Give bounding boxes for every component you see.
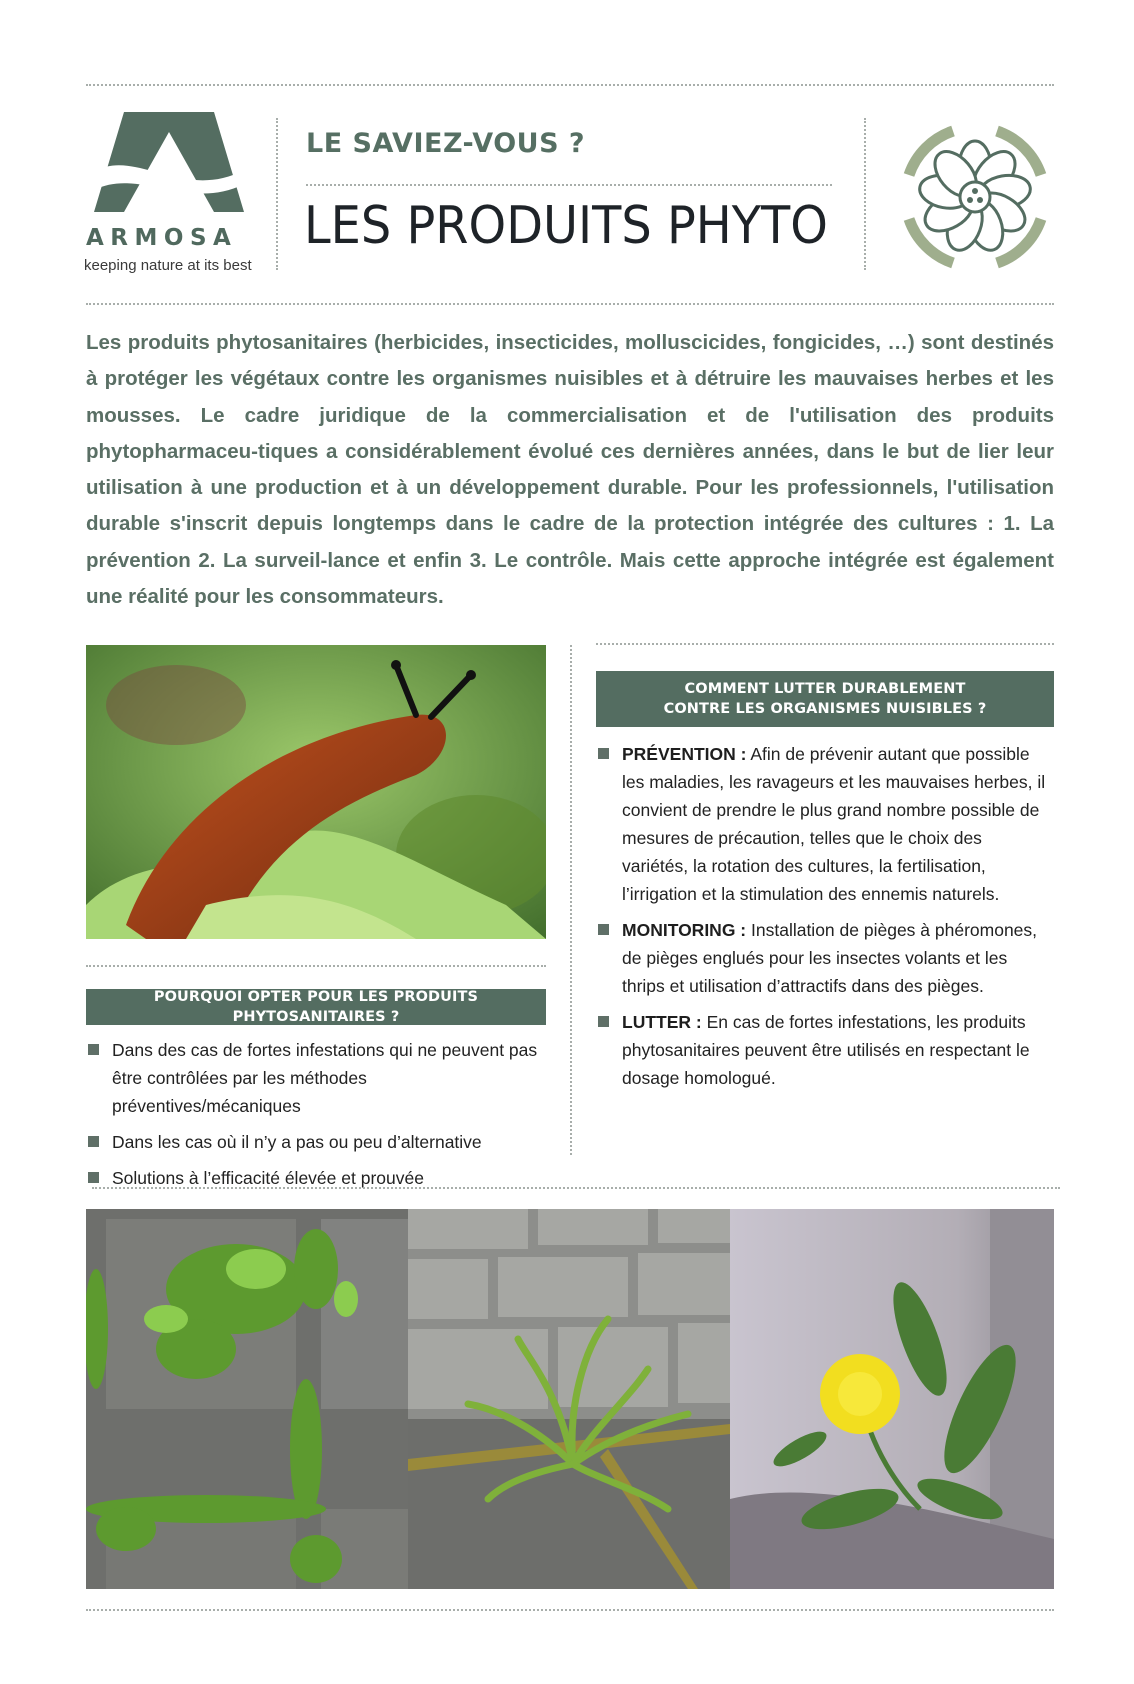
slug-photo: [86, 645, 546, 939]
why-item-text: Dans des cas de fortes infestations qui ne peuvent pas être contrôlées par les méthodes préventives/mécaniques: [112, 1040, 538, 1116]
dandelion-photo: [730, 1209, 1054, 1589]
header-bottom-divider: [86, 303, 1054, 305]
header-divider-left: [276, 118, 278, 270]
how-item-text: En cas de fortes infestations, les produits phytosanitaires peuvent être utilisés en respectant le dosage homologué.: [622, 1012, 1030, 1088]
brand-tagline: keeping nature at its best: [84, 257, 252, 274]
title-divider: [306, 184, 832, 186]
how-item-text: Installation de pièges à phéromones, de pièges englués pour les insectes volants et les thrips et utilisation d’attractifs dans des pièges.: [622, 920, 1038, 996]
list-item: [596, 1008, 1046, 1092]
bullet-icon: [598, 748, 609, 759]
bullet-icon: [88, 1172, 99, 1183]
why-item-text: Dans les cas où il n’y a pas ou peu d’alternative: [112, 1132, 482, 1152]
brand-name: ARMOSA: [86, 225, 238, 251]
page-title: LES PRODUITS PHYTO: [304, 196, 828, 256]
how-heading-line1: COMMENT LUTTER DURABLEMENT: [684, 681, 966, 697]
armosa-logo-icon: [94, 112, 244, 217]
intro-paragraph: Les produits phytosanitaires (herbicides, insecticides, molluscicides, fongicides, …) sont destinés à protéger les végétaux contre les organismes nuisibles et à détruire les mauvaises herbes et les mousses. Le cadre juridique de la commercialisation et de l'utilisation des produits phytopharmaceu-tiques a considérablement évolué ces dernières années, dans le but de lier leur utilisation à une production et à un développement durable. Pour les professionnels, l'utilisation durable s'inscrit depuis longtemps dans le cadre de la protection intégrée des cultures : 1. La prévention 2. La surveil-lance et enfin 3. Le contrôle. Mais cette approche intégrée est également une réalité pour les consommateurs.: [86, 331, 1054, 609]
how-item-text: Afin de prévenir autant que possible les maladies, les ravageurs et les mauvaises herbes, il convient de prendre le plus grand nombre possible de mesures de précaution, telles que le choix des variétés, la rotation des cultures, la fertilisation, l’irrigation et la stimulation des ennemis naturels.: [622, 744, 1046, 904]
why-list: [86, 1036, 556, 1200]
column-divider: [570, 645, 572, 1155]
why-heading: POURQUOI OPTER POUR LES PRODUITS PHYTOSANITAIRES ?: [86, 989, 546, 1025]
weeds-paving-photo: [86, 1209, 408, 1589]
how-item-label: MONITORING :: [622, 920, 747, 940]
how-item-label: PRÉVENTION :: [622, 744, 747, 764]
list-item: [86, 1128, 556, 1156]
how-list: [596, 740, 1046, 1100]
why-item-text: Solutions à l’efficacité élevée et prouvée: [112, 1168, 424, 1188]
how-item-label: LUTTER :: [622, 1012, 702, 1032]
left-column-divider: [86, 965, 546, 967]
top-divider: [86, 84, 1054, 86]
flower-emblem-icon: [893, 115, 1057, 279]
right-column-top-divider: [596, 643, 1054, 645]
bullet-icon: [598, 924, 609, 935]
brand-logo: [82, 112, 262, 282]
bullet-icon: [88, 1136, 99, 1147]
how-heading: [596, 671, 1054, 727]
list-item: [596, 916, 1046, 1000]
bullet-icon: [88, 1044, 99, 1055]
header-kicker: LE SAVIEZ-VOUS ?: [306, 128, 586, 159]
list-item: [596, 740, 1046, 908]
bottom-divider: [86, 1609, 1054, 1611]
list-item: [86, 1036, 556, 1120]
weed-cobblestone-photo: [408, 1209, 730, 1589]
how-heading-line2: CONTRE LES ORGANISMES NUISIBLES ?: [663, 701, 987, 717]
bullet-icon: [598, 1016, 609, 1027]
photos-top-divider: [92, 1187, 1060, 1189]
header-divider-right: [864, 118, 866, 270]
